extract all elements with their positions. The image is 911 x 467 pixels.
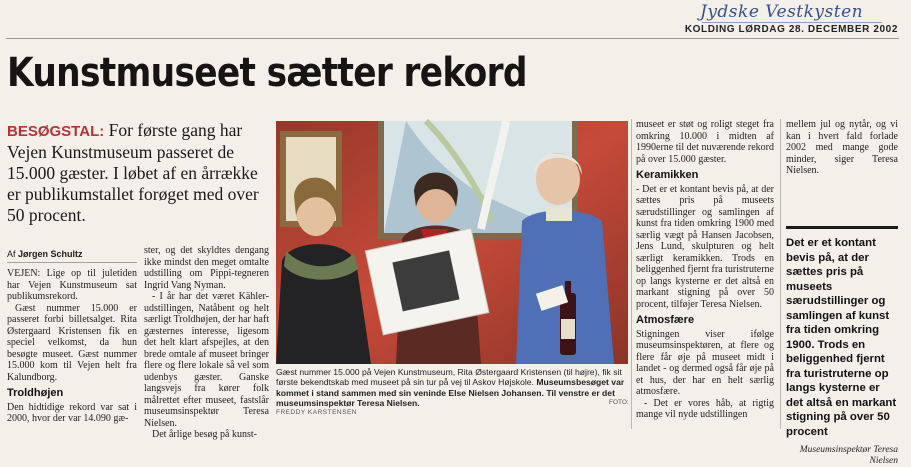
body-paragraph: - Det er et kontant bevis på, at der sættes pris på museets særudstillinger og samlingen af kunst fra tiden omkring 1900 med særlig vægt på Hansen Jacobsen, Jens Lund, skulpturen og helt særligt keramikken. Trods en beliggenhed fjernt fra turistruterne op langs kysterne er det altså en markant stigning på over 50 procent, tilføjer Teresa Nielsen. <box>636 183 774 310</box>
pull-quote <box>786 226 898 467</box>
article-column-2 <box>144 245 269 441</box>
pull-quote-source: Museumsinspektør Teresa Nielsen <box>799 445 898 466</box>
body-paragraph: Gæst nummer 15.000 er passeret forbi billetsalget. Rita Østergaard Kristensen fik en speciel velkomst, da hun besøgte museet. Gæst nummer 15.000 kom til Vejen helt fra Kalundborg. <box>7 302 137 383</box>
caption-lead: Gæst nummer 15.000 på Vejen Kunstmuseum, Rita Østergaard Kristensen (til højre), fik sit første bekendtskab med museet på sin tur på vej til Askov Højskole. <box>276 367 622 388</box>
article-column-4 <box>786 119 898 177</box>
byline-prefix: Af <box>7 249 16 259</box>
pull-quote-text: Det er et kontant bevis på, at der sættes pris på museets særudstillinger og samlingen af kunst fra tiden omkring 1900. Trods en beliggenhed fjernt fra turistruterne op langs kysterne er det altså en markant stigning på over 50 procent <box>786 237 897 438</box>
body-paragraph: Stigningen viser ifølge museumsinspektøren, at flere og flere får øje på museet midt i landet - og dermed også får øje på et hus, der har en helt særlig atmosfære. <box>636 328 774 397</box>
masthead-rule <box>6 38 899 39</box>
lead-text: For første gang har Vejen Kunstmuseum passeret de 15.000 gæster. I løbet af en årrække er publikumstallet forøget med over 50 procent. <box>7 120 259 225</box>
byline-rule <box>7 262 137 263</box>
body-paragraph: mellem jul og nytår, og vi kan i hvert fald forlade 2002 med mange gode minder, siger Teresa Nielsen. <box>786 119 898 176</box>
caption-rest: Museumsbesøget var kommet i stand sammen med sin veninde Else Nielsen Johansen. Til venstre er det museumsinspektør Teresa Nielsen. <box>276 377 625 409</box>
body-paragraph: Det årlige besøg på kunst- <box>152 429 257 440</box>
subheading-atmosfaere: Atmosfære <box>636 314 695 326</box>
wine-bottle-label <box>561 319 575 339</box>
lead-kicker: BESØGSTAL: <box>7 123 105 140</box>
dateline: KOLDING LØRDAG 28. DECEMBER 2002 <box>684 24 898 35</box>
handwritten-source-note: Jydske Vestkysten <box>700 2 864 22</box>
body-paragraph: - I år har det været Kähler-udstillingen, Natåbent og helt særligt Troldhøjen, der har haft gæsternes interesse, ligesom det helt klart afspejles, at den brede omtale af museet bringer flere og flere lokale så vel som udenbys gæster. Ganske langsvejs fra kører folk målrettet efter museet, fastslår museumsinspektør Teresa Nielsen. <box>144 291 269 429</box>
column-divider <box>780 119 781 429</box>
person-right-collar <box>546 207 572 221</box>
photo-caption <box>276 367 632 409</box>
body-paragraph: ster, og det skyldtes dengang ikke mindst den meget omtalte udstilling om Pippi-tegneren Ingrid Vang Nyman. <box>144 245 269 291</box>
subheading-troldhoejen: Troldhøjen <box>7 387 64 399</box>
body-paragraph: Den hidtidige rekord var sat i 2000, hvor der var 14.090 gæ- <box>7 401 137 424</box>
article-lead <box>7 120 269 226</box>
body-paragraph: - Det er vores håb, at rigtig mange vil nyde udstillingen <box>636 397 774 420</box>
byline-name: Jørgen Schultz <box>18 249 83 259</box>
article-column-1 <box>7 268 137 425</box>
wine-bottle-neck <box>565 281 571 297</box>
body-paragraph: museet er støt og roligt steget fra omkring 10.000 i midten af 1990erne til det nuværende rekord på over 15.000 gæster. <box>636 119 774 165</box>
subheading-keramikken: Keramikken <box>636 169 699 181</box>
museum-visitors-photo <box>276 121 628 364</box>
photo-credit: FREDDY KARSTENSEN <box>276 409 357 416</box>
headline: Kunstmuseet sætter rekord <box>7 50 527 96</box>
article-photo <box>276 121 628 364</box>
byline <box>7 249 137 259</box>
body-paragraph: VEJEN: Lige op til juletiden har Vejen Kunstmuseum sat publikumsrekord. <box>7 268 137 302</box>
photo-label: FOTO: <box>609 399 629 406</box>
article-column-3 <box>636 119 774 421</box>
handwritten-underline <box>702 22 882 23</box>
column-divider <box>631 119 632 429</box>
